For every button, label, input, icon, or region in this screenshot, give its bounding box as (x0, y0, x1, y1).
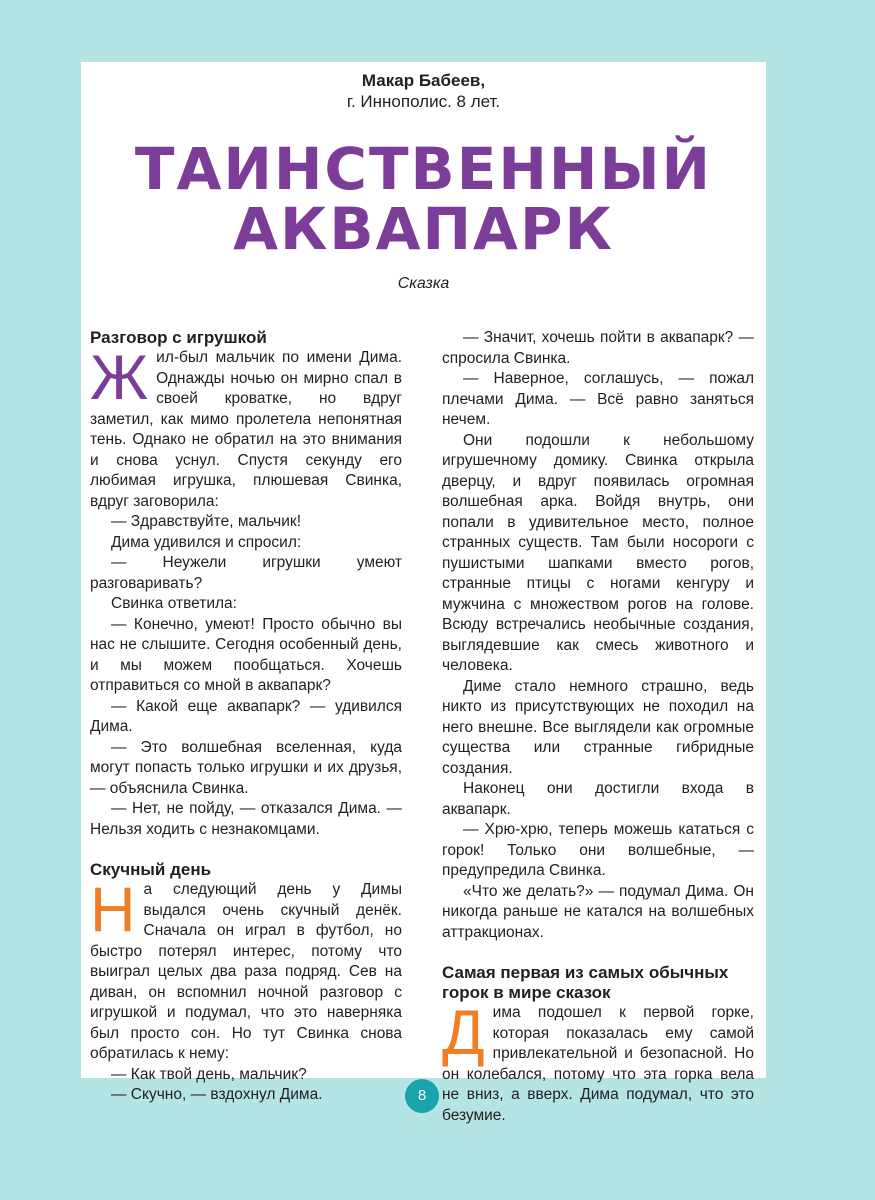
section-heading-conversation: Разговор с игрушкой (90, 328, 267, 347)
dropcap-letter: Д (442, 998, 485, 1068)
paragraph: — Нет, не пойду, — отказался Дима. — Нельзя ходить с незнакомцами. (90, 800, 402, 838)
story-title-line-2: АКВАПАРК (233, 195, 614, 263)
paragraph: Они подошли к небольшому игрушечному домику. Свинка открыла дверцу, и вдруг появилась огромная волшебная арка. Войдя внутрь, они попали в удивительное место, полное странных существ. Там были носороги с пушистыми шапками вместо рогов, странные птицы с ногами кенгуру и мужчина с множеством рогов на голове. Всюду встречались необычные создания, выглядевшие как смесь животного и человека. (442, 431, 754, 674)
section1-lead-text: ил-был мальчик по имени Дима. Однажды ночью он мирно спал в своей кроватке, но вдруг заметил, как мимо пролетела непонятная тень. Однако не обратил на это внимания и снова уснул. Спустя секунду его любимая игрушка, плюшевая Свинка, вдруг заговорила: (90, 349, 402, 510)
paragraph: — Хрю-хрю, теперь можешь кататься с горок! Только они волшебные, — предупредила Свинка. (442, 821, 754, 879)
dropcap-letter: Н (90, 875, 136, 945)
paragraph: — Конечно, умеют! Просто обычно вы нас не слышите. Сегодня особенный день, и мы можем пообщаться. Хочешь отправиться со мной в аквапарк? (90, 615, 402, 694)
magazine-page (81, 62, 766, 1124)
author-name: Макар Бабеев, (361, 71, 486, 90)
paragraph: — Скучно, — вздохнул Дима. (111, 1086, 323, 1103)
author-location-age: г. Иннополис. 8 лет. (346, 92, 501, 111)
section3-lead-paragraph (442, 998, 754, 1126)
story-title-line-1: ТАИНСТВЕННЫЙ (134, 135, 713, 203)
paragraph: — Здравствуйте, мальчик! (111, 513, 302, 530)
story-genre: Сказка (397, 275, 450, 292)
paragraph: — Наверное, соглашусь, — пожал плечами Дима. — Всё равно заняться нечем. (442, 370, 754, 428)
paragraph: — Значит, хочешь пойти в аквапарк? — спросила Свинка. (442, 329, 754, 367)
paragraph: — Это волшебная вселенная, куда могут попасть только игрушки и их друзья, — объяснила Свинка. (90, 738, 402, 797)
dropcap-letter: Ж (90, 343, 149, 413)
section-heading-first-slide: Самая первая из самых обычных горок в мире сказок (442, 963, 729, 1002)
left-column (90, 328, 402, 1106)
section1-lead-paragraph (90, 343, 402, 512)
paragraph: Диме стало немного страшно, ведь никто из присутствующих не походил на него внешне. Все выглядели как огромные существа или странные гибридные создания. (442, 677, 754, 777)
paragraph: Свинка ответила: (111, 595, 237, 612)
section2-lead-text: а следующий день у Димы выдался очень скучный денёк. Сначала он играл в футбол, но быстро потерял интерес, потому что выиграл целых два раза подряд. Сев на диван, он вспомнил ночной разговор с игрушкой и подумал, что это наверняка был просто сон. Но тут Свинка снова обратилась к нему: (90, 881, 402, 1062)
paragraph: — Как твой день, мальчик? (111, 1065, 307, 1083)
page-number-badge: 8 (405, 1079, 439, 1113)
section3-lead-text: има подошел к первой горке, которая показалась ему самой привлекательной и безопасной. Но он колебался, потому что эта горка вела не вниз, а вверх. Дима подумал, что это безумие. (442, 1004, 754, 1124)
paragraph: — Неужели игрушки умеют разговаривать? (90, 554, 402, 592)
paragraph: Дима удивился и спросил: (111, 533, 302, 551)
section-heading-boring-day: Скучный день (90, 860, 212, 879)
paragraph: «Что же делать?» — подумал Дима. Он никогда раньше не катался на волшебных аттракционах. (442, 882, 754, 941)
right-column (442, 328, 754, 1126)
paragraph: — Какой еще аквапарк? — удивился Дима. (90, 697, 402, 735)
paragraph: Наконец они достигли входа в аквапарк. (442, 780, 754, 818)
section2-lead-paragraph (90, 875, 402, 1065)
